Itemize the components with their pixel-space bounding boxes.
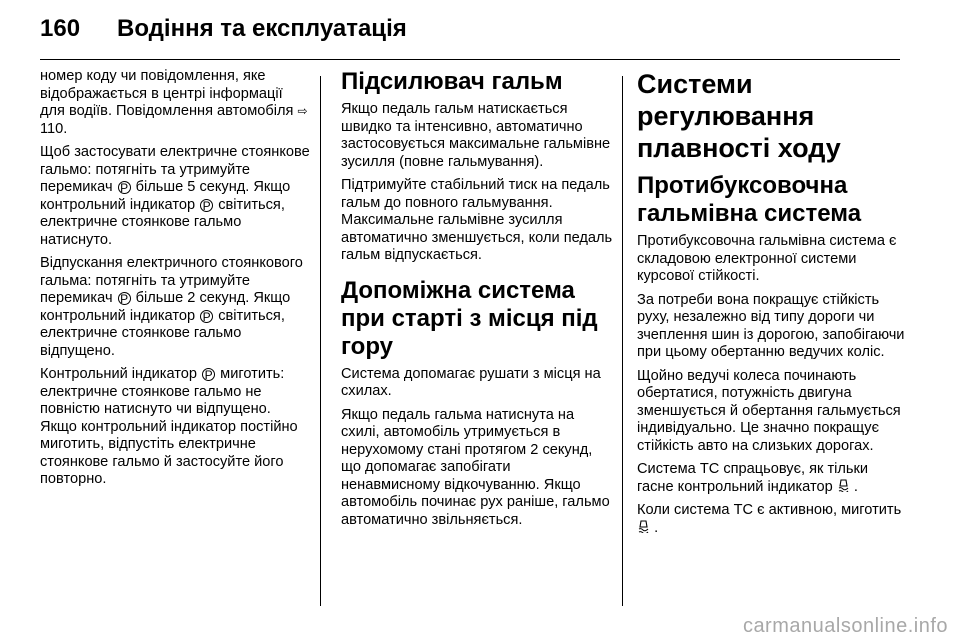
paragraph: Якщо педаль гальма натиснута на схилі, автомобіль утримується в нерухомому стані протягом 2 секунд, що допомагає запобігати ненавмисному відкочуванню. Якщо автомобіль починає рух раніше, гальмо автоматично звільняється.	[341, 406, 610, 528]
paragraph: За потреби вона покращує стійкість руху, незалежно від типу дороги чи зчеплення шин із дорогою, запобігаючи при цьому обертанню ведучих коліс.	[637, 291, 905, 360]
chapter-heading: Системи регулювання плавності ходу	[637, 69, 841, 163]
paragraph: Протибуксовочна гальмівна система є складовою електронної системи курсової стійкості.	[637, 233, 897, 284]
paragraph: Щоб застосувати електричне стоянкове гальмо: потягніть та утримуйте перемикач P більше 5 секунд. Якщо контрольний індикатор P світиться, електричне стоянкове гальмо натиснуто.	[40, 144, 310, 248]
header-divider	[40, 59, 900, 60]
parking-brake-icon: P	[118, 181, 131, 194]
running-title: Водіння та експлуатація	[117, 15, 407, 42]
paragraph: номер коду чи повідомлення, яке відображається в центрі інформації для водіїв. Повідомлення автомобіля ⇨ 110.	[40, 68, 308, 137]
paragraph: Контрольний індикатор P миготить: електричне стоянкове гальмо не повністю натиснуто чи відпущено. Якщо контрольний індикатор постійно миготить, відпустіть електричне стоянкове гальмо й застосуйте його повторно.	[40, 366, 298, 487]
paragraph: Якщо педаль гальм натискається швидко та інтенсивно, автоматично застосовується максимальне гальмівне зусилля (повне гальмування).	[341, 101, 611, 170]
column-divider	[320, 76, 321, 606]
parking-brake-icon: P	[202, 368, 215, 381]
parking-brake-icon: P	[200, 310, 213, 323]
parking-brake-icon: P	[118, 292, 131, 305]
paragraph: Система TC спрацьовує, як тільки гасне контрольний індикатор .	[637, 461, 869, 495]
traction-control-icon	[637, 520, 654, 536]
paragraph: Система допомагає рушати з місця на схилах.	[341, 365, 601, 399]
traction-control-icon	[837, 479, 854, 495]
column-3	[637, 68, 907, 543]
column-1	[40, 68, 310, 495]
paragraph: Щойно ведучі колеса починають обертатися, потужність двигуна зменшується й обертання гальмується індивідуально. Це значно покращує стійкість авто на слизьких дорогах.	[637, 367, 901, 454]
column-2	[341, 68, 613, 535]
section-heading: Протибуксовочна гальмівна система	[637, 172, 862, 227]
page-header	[0, 0, 960, 60]
paragraph: Підтримуйте стабільний тиск на педаль гальм до повного гальмування. Максимальне гальмівне зусилля автоматично зменшується, коли педаль гальм відпускається.	[341, 177, 613, 263]
column-divider	[622, 76, 623, 606]
page-number: 160	[40, 15, 81, 42]
paragraph: Коли система TC є активною, миготить .	[637, 502, 902, 536]
paragraph: Відпускання електричного стоянкового гальма: потягніть та утримуйте перемикач P більше 2 секунд. Якщо контрольний індикатор P світиться, електричне стоянкове гальмо відпущено.	[40, 255, 303, 359]
section-heading: Підсилювач гальм	[341, 68, 563, 95]
page-reference[interactable]: 110.	[40, 120, 68, 137]
watermark: carmanualsonline.info	[742, 615, 948, 637]
arrow-right-icon: ⇨	[297, 104, 308, 118]
section-heading: Допоміжна система при старті з місця під гору	[341, 276, 598, 360]
parking-brake-icon: P	[200, 199, 213, 212]
